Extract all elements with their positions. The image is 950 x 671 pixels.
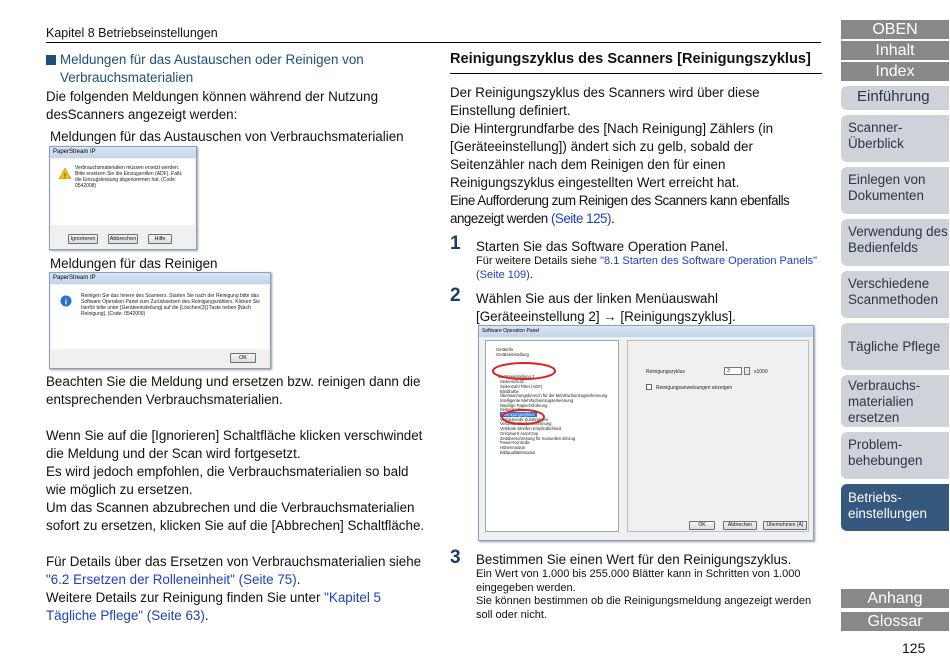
cleaning-cycle-unit: x1000 [754, 369, 768, 375]
tab-troubleshooting[interactable]: Problem-behebungen [841, 432, 949, 479]
replace-dialog-message: Verbrauchsmaterialien müssen ersetzt werden. Bitte ersetzen Sie die Einzugsrollen (ADF). Falls die Einzugsleistung abgenommen hat. (Code: 0542008) [75, 165, 182, 189]
para-5-text: Für Details über das Ersetzen von Verbrauchsmaterialien siehe [46, 554, 422, 569]
step-3-number: 3 [450, 547, 461, 568]
sop-tree-item[interactable]: Blindfarbe [500, 388, 519, 394]
warning-icon [59, 167, 71, 182]
clean-dialog [49, 272, 271, 369]
nav-appendix-button[interactable]: Anhang [841, 589, 949, 608]
para-6 [46, 589, 426, 625]
sop-ok-button[interactable]: OK [689, 521, 715, 530]
para-1: Beachten Sie die Meldung und ersetzen bzw. reinigen dann die entsprechenden Verbrauchsmaterialien. [46, 374, 421, 407]
tab-scan-methods[interactable]: Verschiedene Scanmethoden [841, 271, 949, 318]
step-2-text: Wählen Sie aus der linken Menüauswahl [Geräteeinstellung 2] → [Reinigungszyklus]. [476, 291, 736, 324]
ignore-button[interactable]: Ignorieren [68, 234, 98, 244]
clean-dialog-message: Reinigen Sie das Innere des Scanners. Starten Sie nach der Reinigung bitte das Software Operation Panel zum Zurücksetzen des Reinigungszählers. Klicken Sie hierfür bitte unter [Geräteeinstellung] auf die [Löschen(3)] Taste neben [Nach Reinigung]. (Code: 0542009) [81, 293, 260, 317]
bullet-square-icon [46, 55, 56, 65]
info-icon [60, 295, 72, 310]
tab-introduction[interactable]: Einführung [841, 86, 949, 110]
sop-window [478, 325, 814, 541]
chapter-header: Kapitel 8 Betriebseinstellungen [46, 26, 218, 40]
tab-daily-care[interactable]: Tägliche Pflege [841, 323, 949, 370]
sop-window-title: Software Operation Panel [479, 326, 813, 337]
step-1-sub-text: Für weitere Details siehe [476, 255, 601, 267]
nav-index-button[interactable]: Index [841, 62, 949, 81]
svg-text:i: i [64, 297, 68, 307]
sop-tree-item[interactable]: Höhenmodus [500, 444, 525, 450]
sop-tree-item[interactable]: Grenzwert AutoCrop [500, 430, 538, 436]
step-1-number: 1 [450, 233, 461, 254]
step-3-text: Bestimmen Sie einen Wert für den Reinigungszyklus. [476, 552, 792, 567]
tab-loading-documents[interactable]: Einlegen von Dokumenten [841, 167, 949, 214]
sop-tree-item[interactable]: Reinigungszyklus [502, 412, 535, 417]
clean-dialog-body [51, 285, 269, 349]
nav-glossary-button[interactable]: Glossar [841, 612, 949, 631]
replace-dialog-title: PaperStream IP [50, 147, 196, 158]
label-replace: Meldungen für das Austauschen von Verbrauchsmaterialien [50, 129, 404, 144]
tab-scanner-overview[interactable]: Scanner-Überblick [841, 115, 949, 162]
tab-operator-panel[interactable]: Verwendung des Bedienfelds [841, 219, 949, 266]
header-rule [46, 42, 821, 43]
cleaning-cycle-input[interactable]: 3 [724, 367, 742, 375]
sop-tree-item[interactable]: Seitenschutz [500, 379, 524, 385]
highlight-device-settings-2 [493, 363, 555, 379]
right-title-rule [450, 73, 822, 74]
sop-tree-item[interactable]: Intelligente Mehrfacheinzugserkennung [500, 397, 574, 403]
step-1-text: Starten Sie das Software Operation Panel. [476, 239, 729, 254]
sop-tree-item[interactable]: Bildqualitätsmodus [500, 449, 536, 455]
sop-tree-item[interactable]: Vorrückende Zufuhrstufen [500, 416, 549, 422]
tab-replacing-consumables[interactable]: Verbrauchs-materialien ersetzen [841, 375, 949, 427]
right-para-2: Die Hintergrundfarbe des [Nach Reinigung] Zählers (in [Geräteeinstellung]) ändert sich zu gelb, sobald der Seitenzähler nach dem Reinigen den für einen Reinigungszyklus eingestellten Wert erreicht hat. [450, 121, 774, 190]
sop-tree-item[interactable]: Zeitüberschreitung für manuellen Einzug [500, 435, 576, 441]
right-para-3 [450, 192, 822, 228]
show-cleaning-checkbox[interactable] [646, 384, 652, 390]
link-page-125[interactable]: (Seite 125) [550, 211, 611, 226]
right-para-3-end: . [610, 211, 615, 226]
sop-tree-item[interactable]: Geräteeinstellung 2 [498, 374, 535, 380]
sop-cancel-button[interactable]: Abbrechen [723, 521, 757, 530]
sop-tree-item[interactable]: Power-Kontrolle [500, 440, 530, 446]
section-title-text: Meldungen für das Austauschen oder Reinigen von Verbrauchsmaterialien [60, 52, 364, 85]
para-5 [46, 553, 426, 589]
replace-dialog-body [51, 159, 195, 225]
nav-top-button[interactable]: OBEN [841, 20, 949, 39]
highlight-cleaning-cycle [502, 410, 544, 424]
para-4: Um das Scannen abzubrechen und die Verbrauchsmaterialien sofort zu ersetzen, klicken Sie auf die [Abbrechen] Schaltfläche. [46, 500, 425, 533]
cleaning-cycle-label: Reinigungszyklus [646, 369, 685, 375]
cleaning-cycle-spinner[interactable] [744, 367, 750, 375]
sop-tree-item[interactable]: Seitenzahl Filter (ADF) [500, 383, 543, 389]
nav-contents-button[interactable]: Inhalt [841, 41, 949, 60]
right-para-1: Der Reinigungszyklus des Scanners wird über diese Einstellung definiert. [450, 85, 760, 118]
section-title [46, 51, 426, 87]
ok-button[interactable]: OK [230, 353, 256, 363]
right-para-3-text: Eine Aufforderung zum Reinigen des Scanners kann ebenfalls angezeigt werden [450, 193, 790, 226]
intro-text: Die folgenden Meldungen können während der Nutzung desScanners angezeigt werden: [46, 89, 379, 122]
sop-tree-item[interactable]: Überwachungsbereich für die Mehrfacheinzugserkennung [500, 393, 608, 399]
step-2-number: 2 [450, 285, 461, 306]
sop-tree-item[interactable]: Seitenmarke [500, 407, 524, 413]
para-6-end: . [204, 608, 209, 623]
para-6-text: Weitere Details zur Reinigung finden Sie unter [46, 590, 325, 605]
step-3-sub-1: Ein Wert von 1.000 bis 255.000 Blätter kann in Schritten von 1.000 eingegeben werden. [476, 568, 801, 594]
sop-settings-panel [627, 340, 809, 532]
sop-tree-item[interactable]: Vertikale Streifen Empfindlichkeit [500, 426, 561, 432]
para-2: Wenn Sie auf die [Ignorieren] Schaltfläche klicken verschwindet die Meldung und der Scan wird fortgesetzt. [46, 428, 423, 461]
link-daily-care[interactable]: "Kapitel 5 Tägliche Pflege" (Seite 63) [46, 590, 382, 623]
step-3-sub-2: Sie können bestimmen ob die Reinigungsmeldung angezeigt werden soll oder nicht. [476, 595, 812, 621]
page-number: 125 [902, 640, 926, 656]
replace-dialog [49, 146, 197, 250]
sop-tree-item[interactable]: Vertikale Streifenerkennung [500, 421, 552, 427]
link-replace-roller[interactable]: "6.2 Ersetzen der Rolleneinheit" (Seite 75) [46, 572, 297, 587]
label-clean: Meldungen für das Reinigen [50, 256, 218, 271]
show-cleaning-label: Reinigungsanweisungen anzeigen [656, 385, 733, 391]
svg-text:!: ! [64, 173, 66, 179]
help-button[interactable]: Hilfe [148, 234, 172, 244]
clean-dialog-title: PaperStream IP [50, 273, 270, 284]
para-3: Es wird jedoch empfohlen, die Verbrauchsmaterialien so bald wie möglich zu ersetzen. [46, 464, 409, 497]
sop-tree-item[interactable]: Niedrige Papierzuführung [500, 402, 548, 408]
step-1-sub [476, 255, 822, 282]
para-5-end: . [296, 572, 301, 587]
cancel-button[interactable]: Abbrechen [109, 236, 137, 242]
sop-apply-button[interactable]: Übernehmen (A) [763, 521, 807, 530]
sop-tree-item[interactable]: Gerätinfo [496, 347, 514, 352]
sop-tree-item[interactable]: Geräteeinstellung [496, 351, 529, 357]
right-title: Reinigungszyklus des Scanners [Reinigungszyklus] [450, 51, 811, 67]
link-start-sop[interactable]: "8.1 Starten des Software Operation Panels" (Seite 109) [476, 255, 818, 281]
tab-operational-settings[interactable]: Betriebs-einstellungen [841, 484, 949, 531]
step-1-sub-end: . [529, 268, 533, 281]
